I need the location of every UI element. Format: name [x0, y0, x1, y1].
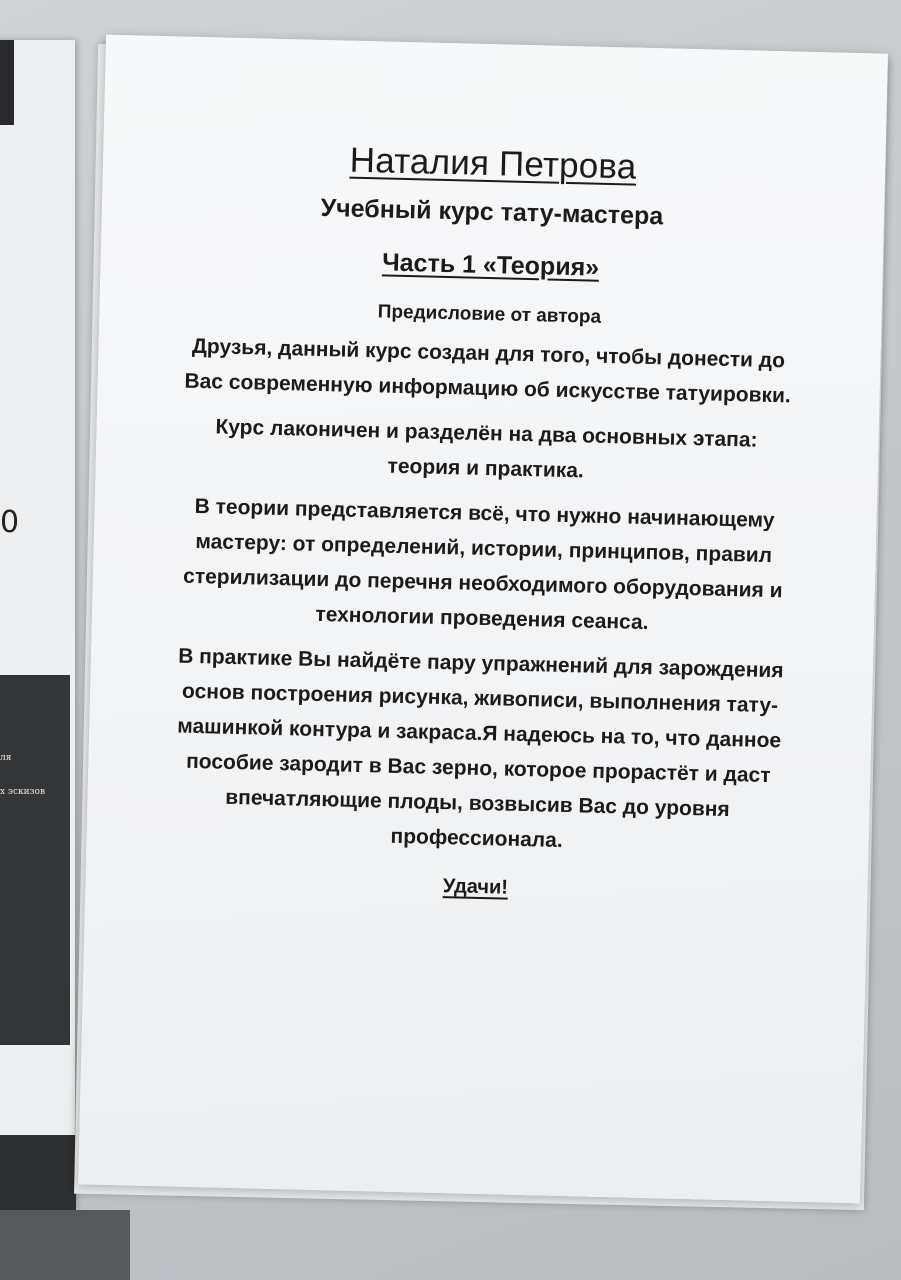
paragraph-line: мастеру: от определений, истории, принципов, правил: [195, 529, 773, 568]
background-snippet-sketches: х эскизов: [0, 787, 46, 797]
paragraph-line: технологии проведения сеанса.: [315, 602, 649, 635]
part-title: Часть 1 «Теория»: [381, 248, 600, 282]
page-content: [155, 136, 813, 906]
background-document-digit: 0: [0, 505, 20, 540]
preface-title: Предисловие от автора: [377, 301, 602, 328]
background-floor: [0, 1210, 130, 1280]
paragraph-line: основ построения рисунка, живописи, выполнения тату-: [181, 679, 779, 718]
background-dark-panel: [0, 675, 70, 1045]
paragraph-line: пособие зародит в Вас зерно, которое прорастёт и даст: [185, 749, 771, 788]
paragraph-line: Вас современную информацию об искусстве татуировки.: [184, 369, 792, 408]
paragraph-theory: [162, 488, 805, 644]
course-title: Учебный курс тату-мастера: [320, 193, 664, 231]
background-dark-block: [0, 1135, 76, 1210]
printed-page: [78, 35, 888, 1204]
paragraph-line: Друзья, данный курс создан для того, чтобы донести до: [191, 334, 786, 373]
background-snippet-ya: ля: [0, 753, 12, 763]
background-dark-strip: [0, 40, 14, 125]
author-name: Наталия Петрова: [349, 140, 637, 187]
paragraph-line: впечатляющие плоды, возвысив Вас до уровня: [224, 785, 730, 822]
paragraph-line: теория и практика.: [387, 454, 585, 483]
paragraph-line: машинкой контура и закраса.Я надеюсь на то, что данное: [176, 714, 782, 753]
paragraph-line: стерилизации до перечня необходимого оборудования и: [182, 564, 783, 603]
paragraph-line: Курс лаконичен и разделён на два основных этапа:: [215, 415, 758, 452]
paragraph-intro: [167, 328, 809, 414]
paragraph-line: В теории представляется всё, что нужно начинающему: [194, 494, 775, 533]
closing-text: Удачи!: [442, 875, 509, 899]
paragraph-line: профессионала.: [390, 824, 563, 853]
paragraph-line: В практике Вы найдёте пару упражнений для зарождения: [177, 644, 784, 683]
paragraph-structure: [165, 408, 807, 494]
paragraph-practice: [156, 638, 801, 864]
